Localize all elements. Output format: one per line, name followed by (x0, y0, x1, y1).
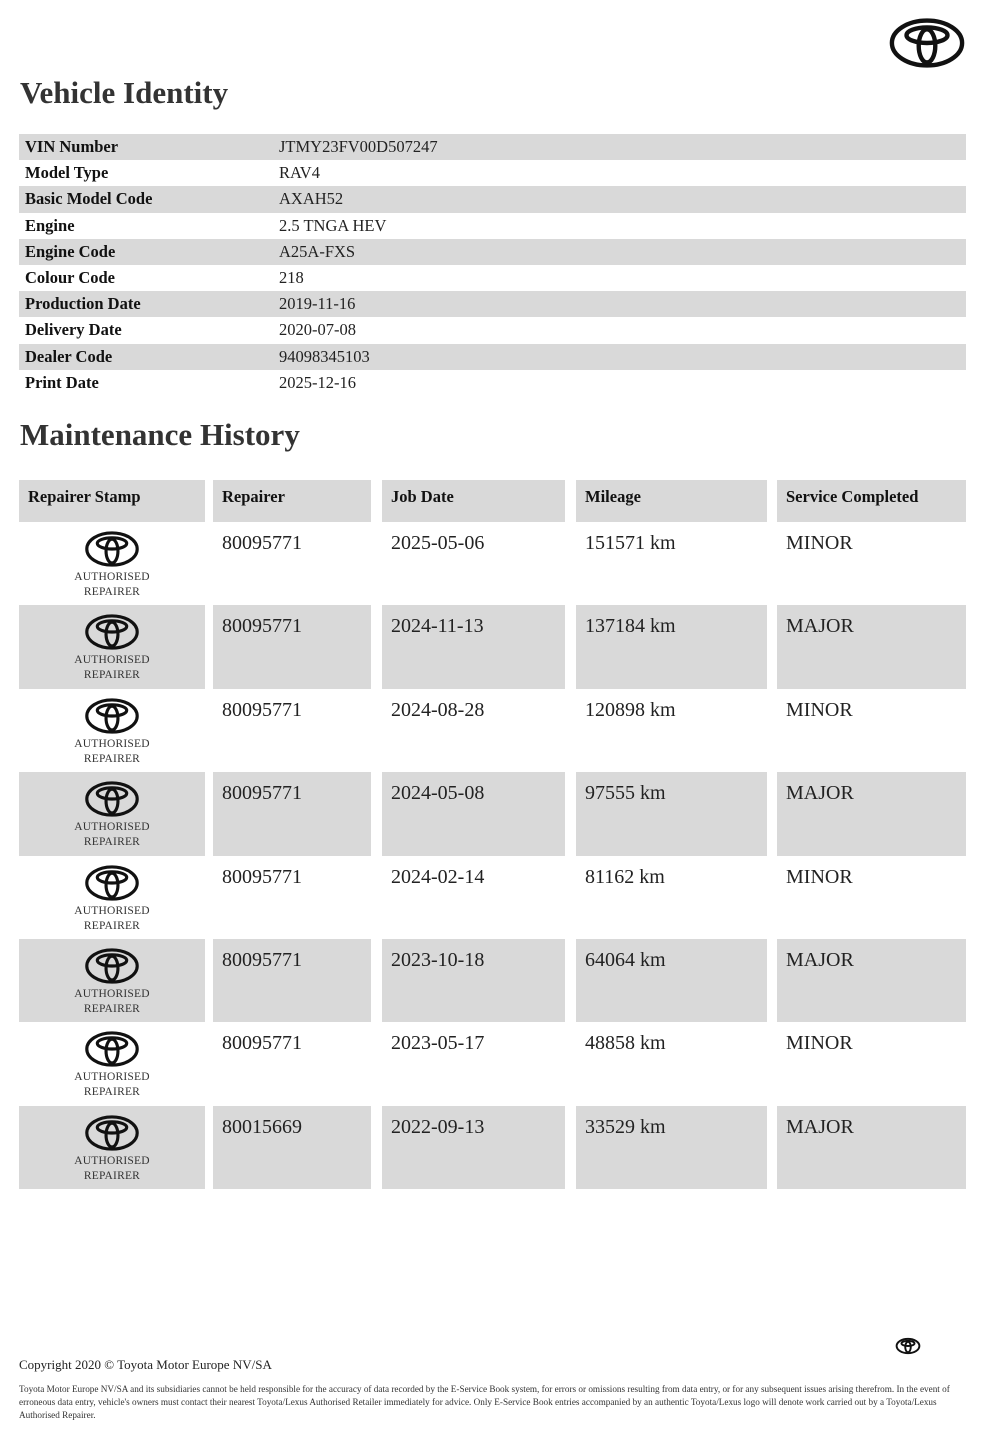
stamp-text: AUTHORISED REPAIRER (74, 821, 150, 849)
repairer-cell: 80015669 (213, 1106, 371, 1189)
identity-row (19, 239, 966, 265)
table-row (19, 1022, 966, 1105)
toyota-stamp-icon (84, 947, 140, 985)
identity-row (19, 370, 966, 396)
service-cell: MINOR (786, 532, 853, 554)
job-date-cell: 2025-05-06 (391, 532, 485, 554)
repairer-cell: 80095771 (222, 865, 302, 888)
repairer-stamp (19, 1022, 205, 1105)
column-header: Repairer (213, 480, 371, 522)
service-cell: MINOR (786, 698, 853, 721)
identity-value: AXAH52 (279, 189, 344, 209)
mileage-cell: 120898 km (585, 698, 676, 721)
job-date-cell: 2022-09-13 (382, 1106, 565, 1189)
vehicle-identity-title: Vehicle Identity (20, 75, 229, 110)
repairer-stamp (19, 772, 205, 855)
mileage-cell: 137184 km (576, 605, 767, 688)
repairer-stamp (19, 856, 205, 939)
repairer-cell: 80095771 (213, 939, 371, 1022)
identity-label: Dealer Code (25, 346, 113, 366)
table-row (19, 939, 966, 1022)
toyota-stamp-icon (84, 530, 140, 568)
toyota-logo-icon (888, 16, 966, 70)
identity-label: Basic Model Code (25, 189, 153, 209)
repairer-stamp (19, 939, 205, 1022)
copyright: Copyright 2020 © Toyota Motor Europe NV/SA (19, 1357, 272, 1372)
mileage-cell: 97555 km (576, 772, 767, 855)
stamp-text: AUTHORISED REPAIRER (74, 904, 150, 932)
repairer-stamp (19, 605, 205, 688)
identity-label: Colour Code (25, 268, 115, 288)
identity-row (19, 344, 966, 370)
mileage-cell: 48858 km (585, 1032, 666, 1055)
identity-row (19, 291, 966, 317)
table-header (19, 480, 966, 522)
service-cell: MAJOR (777, 939, 966, 1022)
toyota-stamp-icon (84, 1114, 140, 1152)
identity-row (19, 317, 966, 343)
table-row (19, 856, 966, 939)
identity-value: 2.5 TNGA HEV (279, 215, 387, 235)
repairer-stamp (19, 1106, 205, 1189)
identity-label: Engine (25, 215, 75, 235)
job-date-cell: 2024-11-13 (382, 605, 565, 688)
identity-value: 2025-12-16 (279, 372, 356, 392)
identity-value: A25A-FXS (279, 241, 356, 261)
stamp-text: AUTHORISED REPAIRER (74, 737, 150, 765)
toyota-logo-icon (895, 1337, 921, 1355)
stamp-text: AUTHORISED REPAIRER (74, 1154, 150, 1182)
disclaimer: Toyota Motor Europe NV/SA and its subsidiaries cannot be held responsible for the accuracy of data recorded by the E-Service Book system, for errors or omissions resulting from data entry, or for any subsequent issues arising therefrom. In the event of erroneous data entry, vehicle's owners must contact their nearest Toyota/Lexus Authorised Retailer immediately for advice. Only E-Service Book entries accompanied by an authentic Toyota/Lexus logo will denote work carried out by a Toyota/Lexus Authorised Repairer. (19, 1384, 950, 1420)
identity-label: VIN Number (25, 137, 119, 157)
service-cell: MINOR (786, 865, 853, 888)
column-header: Mileage (576, 480, 767, 522)
identity-label: Print Date (25, 372, 99, 392)
table-row (19, 689, 966, 772)
mileage-cell: 151571 km (585, 532, 676, 554)
service-cell: MAJOR (777, 605, 966, 688)
mileage-cell: 33529 km (576, 1106, 767, 1189)
toyota-stamp-icon (84, 864, 140, 902)
table-row (19, 1106, 966, 1189)
identity-row (19, 134, 966, 160)
table-row (19, 605, 966, 688)
toyota-stamp-icon (84, 613, 140, 651)
stamp-text: AUTHORISED REPAIRER (74, 571, 150, 598)
identity-label: Engine Code (25, 241, 116, 261)
identity-value: RAV4 (279, 163, 320, 183)
identity-value: 218 (279, 268, 304, 288)
mileage-cell: 64064 km (576, 939, 767, 1022)
repairer-cell: 80095771 (222, 532, 302, 554)
identity-row (19, 265, 966, 291)
column-header: Repairer Stamp (19, 480, 205, 522)
toyota-stamp-icon (84, 780, 140, 818)
column-header: Job Date (382, 480, 565, 522)
repairer-cell: 80095771 (213, 605, 371, 688)
table-row (19, 772, 966, 855)
service-cell: MAJOR (777, 772, 966, 855)
identity-value: JTMY23FV00D507247 (279, 137, 438, 157)
vehicle-identity-table (19, 134, 966, 396)
repairer-cell: 80095771 (222, 1032, 302, 1055)
maintenance-history-title: Maintenance History (20, 417, 300, 452)
stamp-text: AUTHORISED REPAIRER (74, 1071, 150, 1099)
identity-row (19, 213, 966, 239)
identity-row (19, 186, 966, 212)
identity-value: 2020-07-08 (279, 320, 356, 340)
job-date-cell: 2023-05-17 (391, 1032, 485, 1055)
identity-value: 2019-11-16 (279, 294, 356, 314)
identity-row (19, 160, 966, 186)
table-row (19, 522, 966, 605)
identity-label: Delivery Date (25, 320, 122, 340)
job-date-cell: 2024-02-14 (391, 865, 485, 888)
job-date-cell: 2024-08-28 (391, 698, 485, 721)
repairer-stamp (19, 689, 205, 772)
job-date-cell: 2023-10-18 (382, 939, 565, 1022)
identity-label: Production Date (25, 294, 141, 314)
stamp-text: AUTHORISED REPAIRER (74, 987, 150, 1015)
identity-value: 94098345103 (279, 346, 370, 366)
repairer-cell: 80095771 (213, 772, 371, 855)
repairer-cell: 80095771 (222, 698, 302, 721)
repairer-stamp (19, 522, 205, 605)
mileage-cell: 81162 km (585, 865, 665, 888)
column-header: Service Completed (777, 480, 966, 522)
toyota-stamp-icon (84, 1030, 140, 1068)
identity-label: Model Type (25, 163, 109, 183)
service-cell: MINOR (786, 1032, 853, 1055)
toyota-stamp-icon (84, 697, 140, 735)
job-date-cell: 2024-05-08 (382, 772, 565, 855)
service-cell: MAJOR (777, 1106, 966, 1189)
stamp-text: AUTHORISED REPAIRER (74, 654, 150, 682)
maintenance-history-table (19, 480, 966, 1189)
